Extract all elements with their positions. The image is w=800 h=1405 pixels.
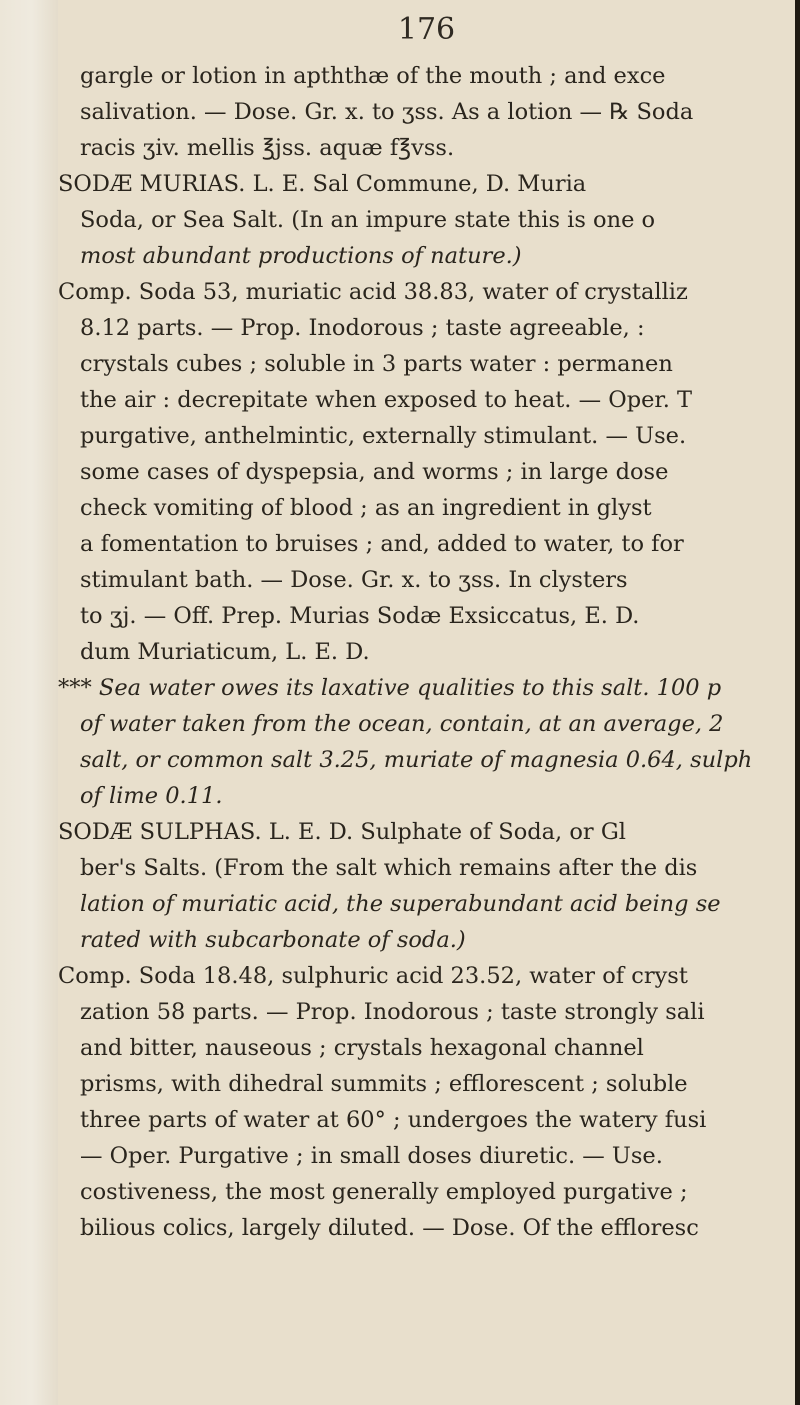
- text-line: ber's Salts. (From the salt which remains after the dis: [80, 855, 698, 881]
- text-line: zation 58 parts. — Prop. Inodorous ; taste strongly sali: [80, 999, 705, 1025]
- text-line: prisms, with dihedral summits ; efflorescent ; soluble: [80, 1071, 688, 1097]
- text-line: check vomiting of blood ; as an ingredient in glyst: [80, 495, 652, 521]
- text-line: SODÆ MURIAS. L. E. Sal Commune, D. Muria: [58, 171, 587, 197]
- text-line: stimulant bath. — Dose. Gr. x. to ʒss. In clysters: [80, 567, 628, 593]
- text-line: Comp. Soda 18.48, sulphuric acid 23.52, water of cryst: [58, 963, 688, 989]
- text-line: to ʒj. — Off. Prep. Murias Sodæ Exsiccatus, E. D.: [80, 603, 640, 629]
- text-line: of lime 0.11.: [80, 783, 223, 809]
- text-line: Soda, or Sea Salt. (In an impure state this is one o: [80, 207, 656, 233]
- text-line: 8.12 parts. — Prop. Inodorous ; taste agreeable, :: [80, 315, 645, 341]
- book-page: [58, 0, 795, 1405]
- page-number: 176: [397, 12, 456, 47]
- text-line: SODÆ SULPHAS. L. E. D. Sulphate of Soda, or Gl: [58, 819, 626, 845]
- text-line: purgative, anthelmintic, externally stimulant. — Use.: [80, 423, 687, 449]
- text-line: — Oper. Purgative ; in small doses diuretic. — Use.: [80, 1143, 663, 1169]
- text-line: salt, or common salt 3.25, muriate of magnesia 0.64, sulph: [80, 747, 753, 773]
- text-line: gargle or lotion in apththæ of the mouth ; and exce: [80, 63, 666, 89]
- text-line: of water taken from the ocean, contain, at an average, 2: [80, 711, 724, 737]
- text-line: *** Sea water owes its laxative qualities to this salt. 100 p: [58, 675, 722, 701]
- text-line: dum Muriaticum, L. E. D.: [80, 639, 370, 665]
- text-line: Comp. Soda 53, muriatic acid 38.83, water of crystalliz: [58, 279, 688, 305]
- text-line: most abundant productions of nature.): [80, 243, 522, 269]
- text-line: rated with subcarbonate of soda.): [80, 927, 466, 953]
- text-line: bilious colics, largely diluted. — Dose. Of the effloresc: [80, 1215, 699, 1241]
- text-line: crystals cubes ; soluble in 3 parts water : permanen: [80, 351, 673, 377]
- text-line: racis ʒiv. mellis ℥jss. aquæ f℥vss.: [80, 135, 455, 161]
- text-line: three parts of water at 60° ; undergoes the watery fusi: [80, 1107, 707, 1133]
- text-line: lation of muriatic acid, the superabundant acid being se: [80, 891, 721, 917]
- text-line: some cases of dyspepsia, and worms ; in large dose: [80, 459, 669, 485]
- text-line: the air : decrepitate when exposed to heat. — Oper. T: [80, 387, 693, 413]
- text-line: salivation. — Dose. Gr. x. to ʒss. As a lotion — ℞ Soda: [80, 99, 694, 125]
- page-text: [58, 58, 795, 1246]
- page-edge-shadow: [795, 0, 800, 1405]
- text-line: costiveness, the most generally employed purgative ;: [80, 1179, 688, 1205]
- text-line: a fomentation to bruises ; and, added to water, to for: [80, 531, 684, 557]
- text-line: and bitter, nauseous ; crystals hexagonal channel: [80, 1035, 644, 1061]
- book-gutter: [0, 0, 59, 1405]
